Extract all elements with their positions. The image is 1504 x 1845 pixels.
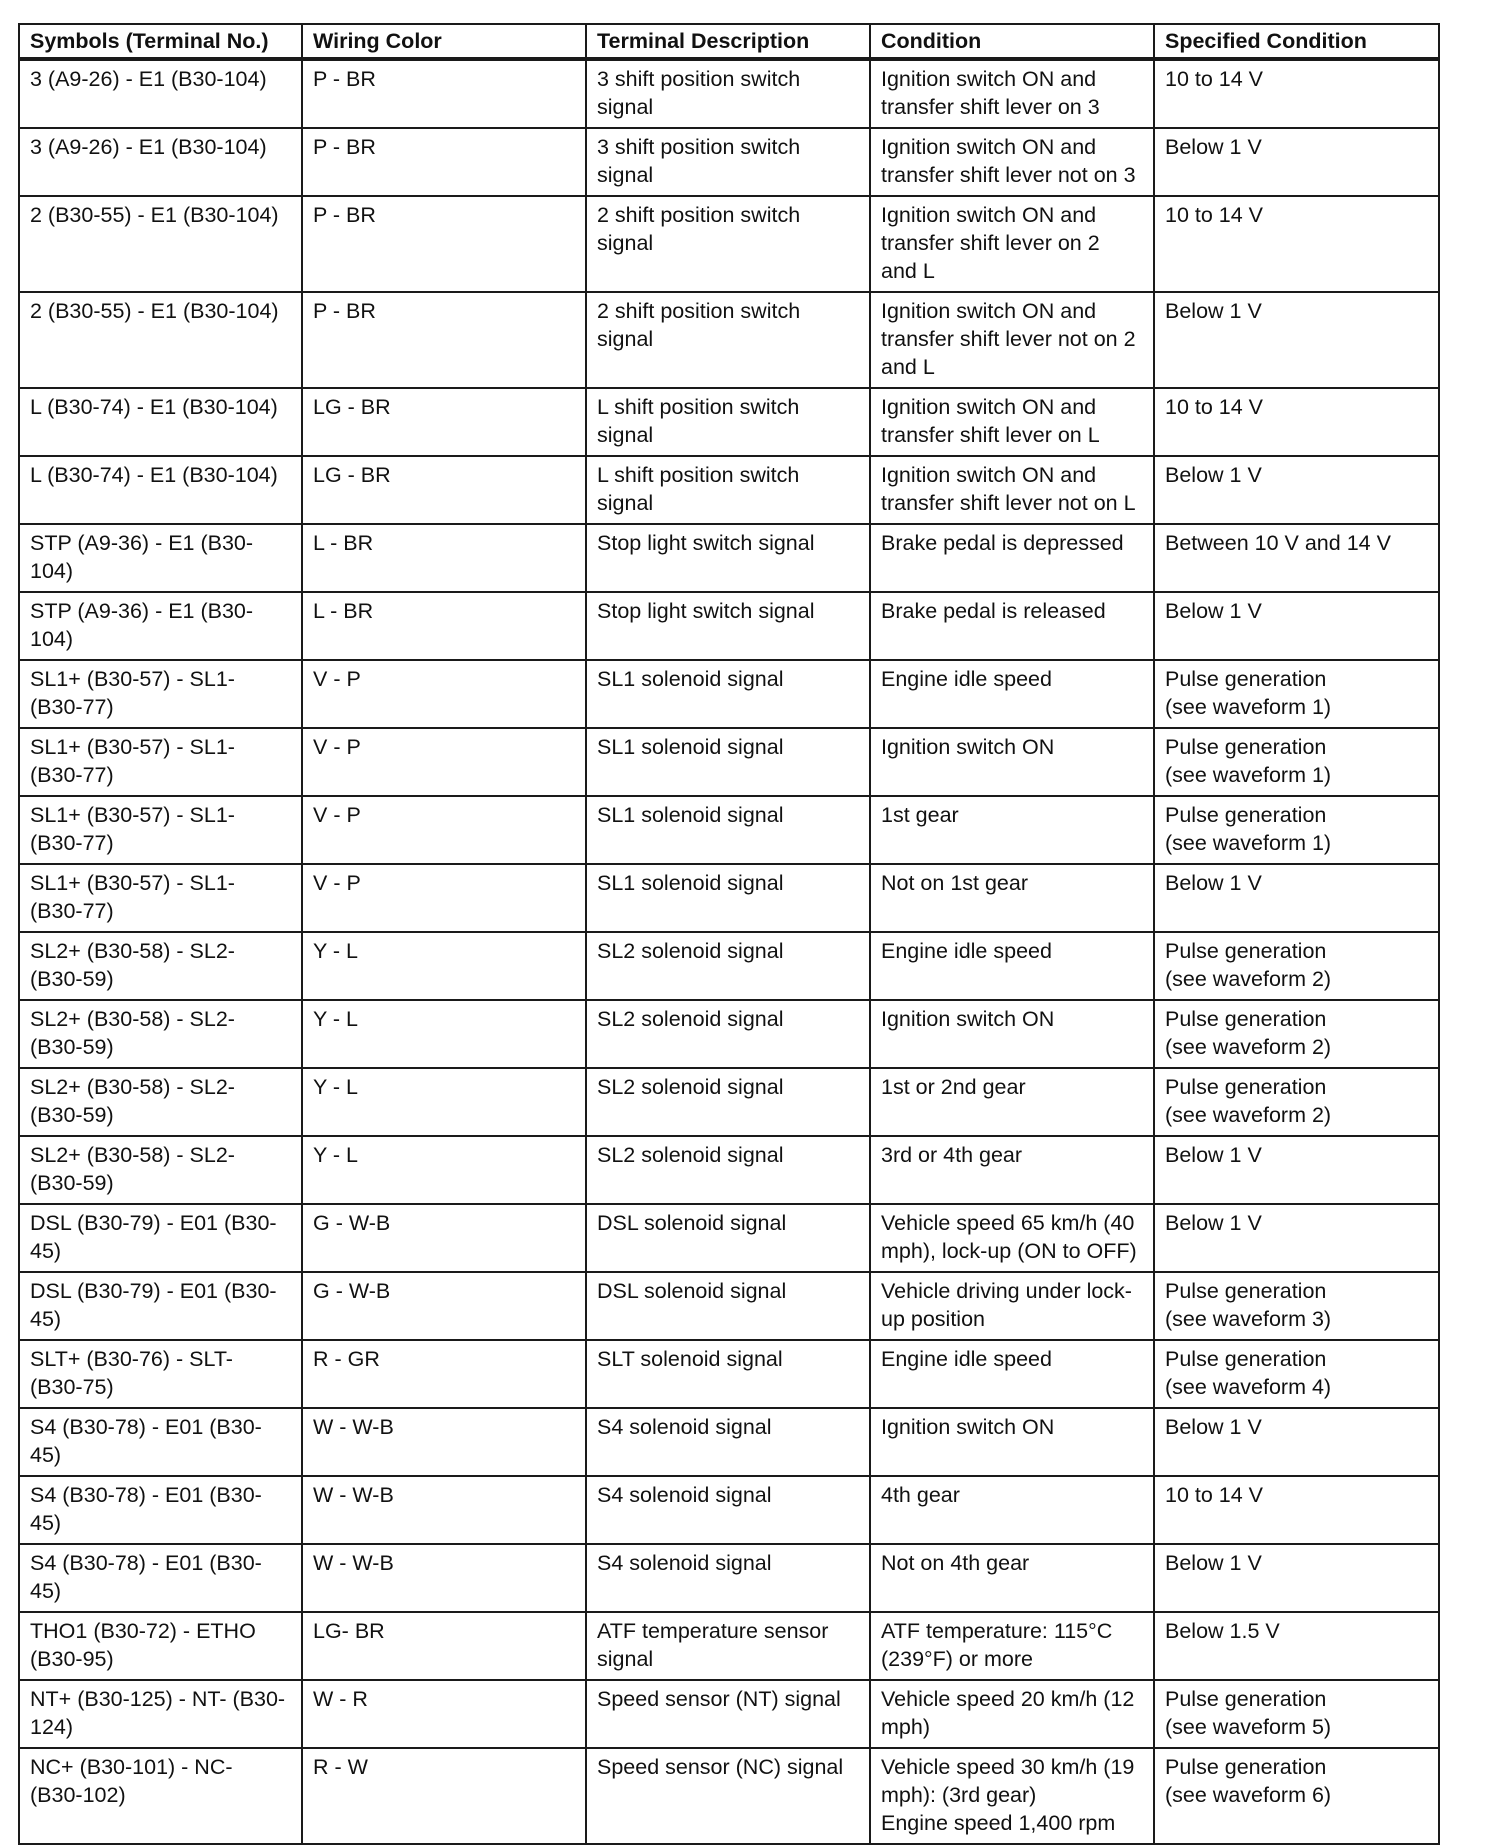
- cell-symbols: SL1+ (B30-57) - SL1- (B30-77): [19, 864, 302, 932]
- cell-condition: Ignition switch ON and transfer shift lever on L: [870, 388, 1154, 456]
- cell-wiring-color: W - W-B: [302, 1476, 586, 1544]
- cell-specified-condition: Below 1 V: [1154, 592, 1439, 660]
- cell-symbols: SL1+ (B30-57) - SL1- (B30-77): [19, 728, 302, 796]
- cell-wiring-color: R - W: [302, 1748, 586, 1844]
- cell-specified-condition: Below 1 V: [1154, 1408, 1439, 1476]
- cell-symbols: DSL (B30-79) - E01 (B30- 45): [19, 1272, 302, 1340]
- cell-wiring-color: LG- BR: [302, 1612, 586, 1680]
- table-row: [19, 1136, 1439, 1204]
- cell-wiring-color: L - BR: [302, 524, 586, 592]
- cell-condition: Ignition switch ON and transfer shift lever not on 2 and L: [870, 292, 1154, 388]
- cell-condition: 4th gear: [870, 1476, 1154, 1544]
- cell-symbols: S4 (B30-78) - E01 (B30- 45): [19, 1408, 302, 1476]
- cell-condition: Engine idle speed: [870, 1340, 1154, 1408]
- cell-condition: Ignition switch ON and transfer shift lever not on L: [870, 456, 1154, 524]
- cell-terminal-description: ATF temperature sensor signal: [586, 1612, 870, 1680]
- cell-wiring-color: R - GR: [302, 1340, 586, 1408]
- cell-symbols: L (B30-74) - E1 (B30-104): [19, 388, 302, 456]
- cell-specified-condition: Below 1 V: [1154, 1204, 1439, 1272]
- cell-condition: Vehicle driving under lock- up position: [870, 1272, 1154, 1340]
- cell-specified-condition: Pulse generation (see waveform 2): [1154, 1000, 1439, 1068]
- cell-symbols: SL2+ (B30-58) - SL2- (B30-59): [19, 1136, 302, 1204]
- cell-wiring-color: Y - L: [302, 1136, 586, 1204]
- cell-specified-condition: Below 1 V: [1154, 1544, 1439, 1612]
- cell-symbols: SL2+ (B30-58) - SL2- (B30-59): [19, 1000, 302, 1068]
- cell-specified-condition: Below 1 V: [1154, 864, 1439, 932]
- cell-symbols: L (B30-74) - E1 (B30-104): [19, 456, 302, 524]
- cell-symbols: STP (A9-36) - E1 (B30- 104): [19, 524, 302, 592]
- cell-symbols: SLT+ (B30-76) - SLT- (B30-75): [19, 1340, 302, 1408]
- cell-condition: Ignition switch ON and transfer shift lever on 2 and L: [870, 196, 1154, 292]
- cell-terminal-description: SL1 solenoid signal: [586, 796, 870, 864]
- cell-symbols: SL2+ (B30-58) - SL2- (B30-59): [19, 932, 302, 1000]
- table-row: [19, 388, 1439, 456]
- cell-condition: Vehicle speed 65 km/h (40 mph), lock-up (ON to OFF): [870, 1204, 1154, 1272]
- table-row: [19, 1204, 1439, 1272]
- cell-symbols: SL1+ (B30-57) - SL1- (B30-77): [19, 796, 302, 864]
- table-row: [19, 728, 1439, 796]
- cell-terminal-description: SL2 solenoid signal: [586, 932, 870, 1000]
- table-row: [19, 660, 1439, 728]
- cell-terminal-description: S4 solenoid signal: [586, 1544, 870, 1612]
- header-specified-condition: Specified Condition: [1154, 24, 1439, 59]
- cell-specified-condition: Pulse generation (see waveform 4): [1154, 1340, 1439, 1408]
- cell-wiring-color: Y - L: [302, 1000, 586, 1068]
- cell-specified-condition: Pulse generation (see waveform 6): [1154, 1748, 1439, 1844]
- cell-specified-condition: Below 1 V: [1154, 128, 1439, 196]
- cell-wiring-color: V - P: [302, 864, 586, 932]
- cell-terminal-description: L shift position switch signal: [586, 388, 870, 456]
- cell-symbols: 2 (B30-55) - E1 (B30-104): [19, 196, 302, 292]
- table-row: [19, 1272, 1439, 1340]
- table-row: [19, 1612, 1439, 1680]
- cell-condition: Ignition switch ON and transfer shift lever on 3: [870, 59, 1154, 128]
- header-condition: Condition: [870, 24, 1154, 59]
- cell-specified-condition: Pulse generation (see waveform 1): [1154, 796, 1439, 864]
- cell-wiring-color: LG - BR: [302, 388, 586, 456]
- cell-wiring-color: P - BR: [302, 196, 586, 292]
- cell-wiring-color: P - BR: [302, 292, 586, 388]
- header-terminal-description: Terminal Description: [586, 24, 870, 59]
- cell-condition: 1st or 2nd gear: [870, 1068, 1154, 1136]
- cell-symbols: 2 (B30-55) - E1 (B30-104): [19, 292, 302, 388]
- cell-wiring-color: V - P: [302, 728, 586, 796]
- cell-specified-condition: Below 1 V: [1154, 292, 1439, 388]
- cell-terminal-description: S4 solenoid signal: [586, 1408, 870, 1476]
- cell-wiring-color: W - W-B: [302, 1408, 586, 1476]
- cell-condition: Ignition switch ON: [870, 1408, 1154, 1476]
- cell-condition: 3rd or 4th gear: [870, 1136, 1154, 1204]
- cell-specified-condition: Pulse generation (see waveform 2): [1154, 1068, 1439, 1136]
- table-body: [19, 59, 1439, 1844]
- cell-specified-condition: Pulse generation (see waveform 1): [1154, 660, 1439, 728]
- table-row: [19, 1340, 1439, 1408]
- cell-wiring-color: W - W-B: [302, 1544, 586, 1612]
- table-row: [19, 1544, 1439, 1612]
- cell-wiring-color: G - W-B: [302, 1272, 586, 1340]
- table-row: [19, 1408, 1439, 1476]
- cell-condition: Ignition switch ON: [870, 1000, 1154, 1068]
- table-row: [19, 1476, 1439, 1544]
- cell-symbols: 3 (A9-26) - E1 (B30-104): [19, 128, 302, 196]
- cell-wiring-color: V - P: [302, 660, 586, 728]
- cell-symbols: DSL (B30-79) - E01 (B30- 45): [19, 1204, 302, 1272]
- table-row: [19, 1680, 1439, 1748]
- table-row: [19, 128, 1439, 196]
- cell-wiring-color: G - W-B: [302, 1204, 586, 1272]
- cell-specified-condition: Pulse generation (see waveform 3): [1154, 1272, 1439, 1340]
- header-wiring-color: Wiring Color: [302, 24, 586, 59]
- cell-specified-condition: Between 10 V and 14 V: [1154, 524, 1439, 592]
- cell-terminal-description: S4 solenoid signal: [586, 1476, 870, 1544]
- cell-terminal-description: 2 shift position switch signal: [586, 292, 870, 388]
- cell-condition: Engine idle speed: [870, 660, 1154, 728]
- cell-symbols: NT+ (B30-125) - NT- (B30- 124): [19, 1680, 302, 1748]
- cell-terminal-description: SL1 solenoid signal: [586, 864, 870, 932]
- terminal-spec-table: [18, 23, 1440, 1845]
- cell-specified-condition: 10 to 14 V: [1154, 388, 1439, 456]
- cell-condition: Vehicle speed 20 km/h (12 mph): [870, 1680, 1154, 1748]
- table-row: [19, 592, 1439, 660]
- cell-condition: 1st gear: [870, 796, 1154, 864]
- cell-symbols: 3 (A9-26) - E1 (B30-104): [19, 59, 302, 128]
- cell-condition: Brake pedal is depressed: [870, 524, 1154, 592]
- cell-terminal-description: 3 shift position switch signal: [586, 128, 870, 196]
- cell-terminal-description: SL1 solenoid signal: [586, 728, 870, 796]
- cell-wiring-color: LG - BR: [302, 456, 586, 524]
- table-row: [19, 456, 1439, 524]
- cell-terminal-description: Speed sensor (NC) signal: [586, 1748, 870, 1844]
- cell-condition: Ignition switch ON and transfer shift lever not on 3: [870, 128, 1154, 196]
- cell-specified-condition: Below 1 V: [1154, 456, 1439, 524]
- table-row: [19, 796, 1439, 864]
- cell-symbols: SL2+ (B30-58) - SL2- (B30-59): [19, 1068, 302, 1136]
- table-row: [19, 932, 1439, 1000]
- cell-terminal-description: SL2 solenoid signal: [586, 1136, 870, 1204]
- cell-specified-condition: Pulse generation (see waveform 1): [1154, 728, 1439, 796]
- cell-symbols: THO1 (B30-72) - ETHO (B30-95): [19, 1612, 302, 1680]
- cell-condition: Vehicle speed 30 km/h (19 mph): (3rd gear) Engine speed 1,400 rpm: [870, 1748, 1154, 1844]
- cell-condition: Ignition switch ON: [870, 728, 1154, 796]
- table-row: [19, 292, 1439, 388]
- cell-terminal-description: SL2 solenoid signal: [586, 1000, 870, 1068]
- cell-symbols: S4 (B30-78) - E01 (B30- 45): [19, 1476, 302, 1544]
- cell-symbols: S4 (B30-78) - E01 (B30- 45): [19, 1544, 302, 1612]
- cell-wiring-color: L - BR: [302, 592, 586, 660]
- cell-terminal-description: 2 shift position switch signal: [586, 196, 870, 292]
- table-row: [19, 59, 1439, 128]
- cell-wiring-color: Y - L: [302, 932, 586, 1000]
- table-header-row: [19, 24, 1439, 59]
- cell-specified-condition: 10 to 14 V: [1154, 1476, 1439, 1544]
- cell-condition: Brake pedal is released: [870, 592, 1154, 660]
- cell-wiring-color: V - P: [302, 796, 586, 864]
- cell-terminal-description: SL1 solenoid signal: [586, 660, 870, 728]
- cell-specified-condition: 10 to 14 V: [1154, 59, 1439, 128]
- cell-condition: ATF temperature: 115°C (239°F) or more: [870, 1612, 1154, 1680]
- table-row: [19, 1068, 1439, 1136]
- cell-symbols: NC+ (B30-101) - NC- (B30-102): [19, 1748, 302, 1844]
- cell-terminal-description: Stop light switch signal: [586, 524, 870, 592]
- table-row: [19, 196, 1439, 292]
- table-row: [19, 524, 1439, 592]
- cell-terminal-description: DSL solenoid signal: [586, 1204, 870, 1272]
- cell-wiring-color: Y - L: [302, 1068, 586, 1136]
- cell-condition: Engine idle speed: [870, 932, 1154, 1000]
- cell-terminal-description: Stop light switch signal: [586, 592, 870, 660]
- cell-condition: Not on 4th gear: [870, 1544, 1154, 1612]
- cell-terminal-description: L shift position switch signal: [586, 456, 870, 524]
- header-symbols: Symbols (Terminal No.): [19, 24, 302, 59]
- cell-terminal-description: 3 shift position switch signal: [586, 59, 870, 128]
- cell-specified-condition: Pulse generation (see waveform 5): [1154, 1680, 1439, 1748]
- table-row: [19, 864, 1439, 932]
- cell-specified-condition: 10 to 14 V: [1154, 196, 1439, 292]
- cell-terminal-description: Speed sensor (NT) signal: [586, 1680, 870, 1748]
- cell-wiring-color: P - BR: [302, 59, 586, 128]
- cell-terminal-description: SLT solenoid signal: [586, 1340, 870, 1408]
- cell-symbols: STP (A9-36) - E1 (B30- 104): [19, 592, 302, 660]
- cell-specified-condition: Below 1.5 V: [1154, 1612, 1439, 1680]
- cell-specified-condition: Below 1 V: [1154, 1136, 1439, 1204]
- cell-wiring-color: W - R: [302, 1680, 586, 1748]
- cell-condition: Not on 1st gear: [870, 864, 1154, 932]
- cell-terminal-description: DSL solenoid signal: [586, 1272, 870, 1340]
- cell-terminal-description: SL2 solenoid signal: [586, 1068, 870, 1136]
- cell-wiring-color: P - BR: [302, 128, 586, 196]
- cell-specified-condition: Pulse generation (see waveform 2): [1154, 932, 1439, 1000]
- cell-symbols: SL1+ (B30-57) - SL1- (B30-77): [19, 660, 302, 728]
- table-row: [19, 1000, 1439, 1068]
